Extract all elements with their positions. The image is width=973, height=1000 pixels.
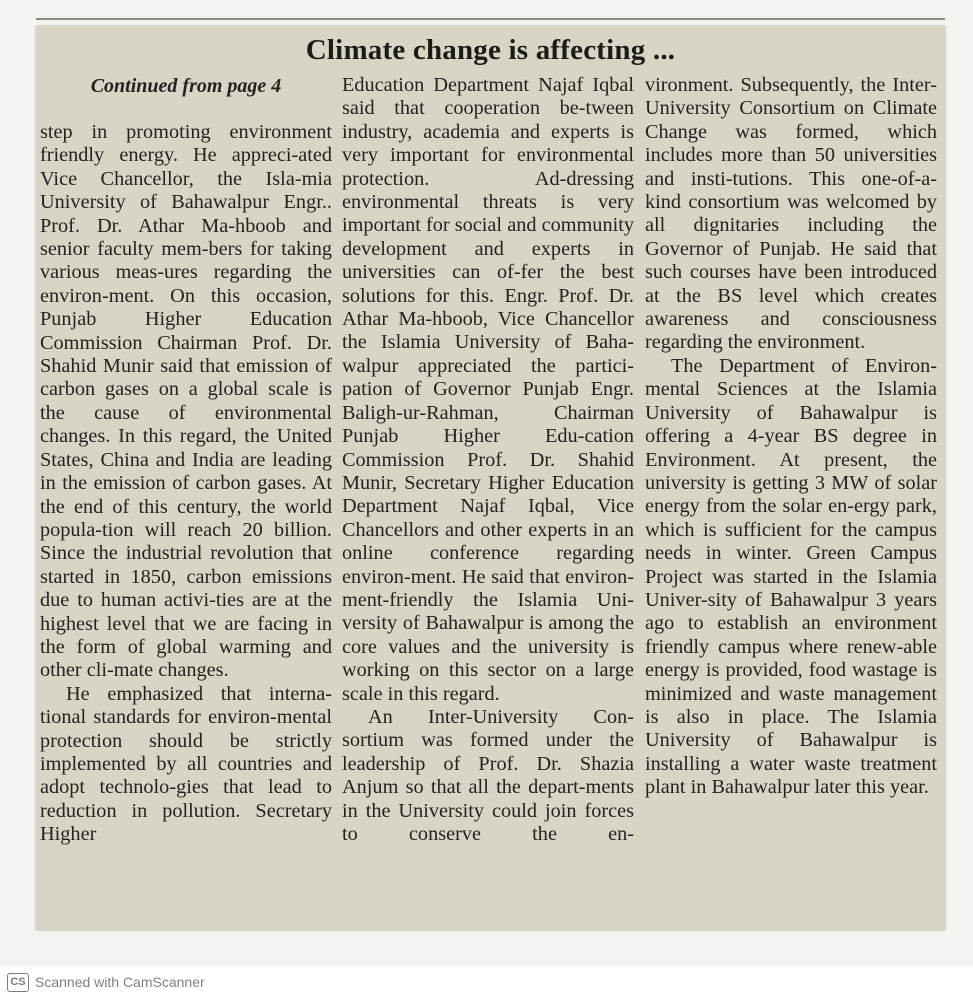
article-column-3: [645, 74, 937, 924]
continued-from-label: Continued from page 4: [90, 75, 282, 97]
newspaper-clipping: [36, 26, 945, 930]
column-1-paragraph-1: step in promoting environment friendly energy. He appreci-ated Vice Chancellor, the Isla-mia University of Bahawalpur Engr.. Prof. Dr. Athar Ma-hboob and senior faculty mem-bers for taking various meas-ures regarding the environ-ment. On this occasion, Punjab Higher Education Commission Chairman Prof. Dr. Shahid Munir said that emission of carbon gases on a global scale is the cause of environmental changes. In this regard, the United States, China and India are leading in the emission of carbon gases. At the end of this century, the world popula-tion will reach 20 billion. Since the industrial revolution that started in 1850, carbon emissions due to human activi-ties are at the highest level that we are facing in the form of global warming and other cli-mate changes.: [40, 121, 332, 682]
scanner-footer: [0, 966, 973, 1000]
article-column-2: [342, 74, 634, 924]
column-2-paragraph-2: An Inter-University Con-sortium was formed under the leadership of Prof. Dr. Shazia Anjum so that all the depart-ments in the University could join forces to conserve the en-: [342, 705, 634, 845]
article-column-1: [40, 74, 332, 924]
camscanner-logo-icon: CS: [7, 973, 29, 992]
column-3-paragraph-2: The Department of Environ-mental Sciences at the Islamia University of Bahawalpur is offering a 4-year BS degree in Environment. At present, the university is getting 3 MW of solar energy from the solar en-ergy park, which is sufficient for the campus needs in winter. Green Campus Project was started in the Islamia Univer-sity of Bahawalpur 3 years ago to establish an environment friendly campus where renew-able energy is provided, food wastage is minimized and waste management is also in place. The Islamia University of Bahawalpur is installing a water waste treatment plant in Bahawalpur later this year.: [645, 354, 937, 799]
column-1-paragraph-2: He emphasized that interna-tional standards for environ-mental protection should be strictly implemented by all countries and adopt technolo-gies that lead to reduction in pollution. Secretary Higher: [40, 682, 332, 846]
scanner-watermark-text: Scanned with CamScanner: [35, 974, 205, 990]
column-3-paragraph-1: vironment. Subsequently, the Inter-University Consortium on Climate Change was formed, which includes more than 50 universities and insti-tutions. This one-of-a-kind consortium was welcomed by all dignitaries including the Governor of Punjab. He said that such courses have been introduced at the BS level which creates awareness and consciousness regarding the environment.: [645, 74, 937, 354]
column-2-paragraph-1: Education Department Najaf Iqbal said that cooperation be-tween industry, academia and experts is very important for environmental protection. Ad-dressing environmental threats is very important for social and community development and experts in universities can of-fer the best solutions for this. Engr. Prof. Dr. Athar Ma-hboob, Vice Chancellor the Islamia University of Baha-walpur appreciated the partici-pation of Governor Punjab Engr. Baligh-ur-Rahman, Chairman Punjab Higher Edu-cation Commission Prof. Dr. Shahid Munir, Secretary Higher Education Department Najaf Iqbal, Vice Chancellors and other experts in an online conference regarding environ-ment. He said that environ-ment-friendly the Islamia Uni-versity of Bahawalpur is among the core values and the university is working on this sector on a large scale in this regard.: [342, 74, 634, 705]
page-edge-line: [36, 18, 945, 20]
article-headline: Climate change is affecting ...: [305, 34, 676, 66]
